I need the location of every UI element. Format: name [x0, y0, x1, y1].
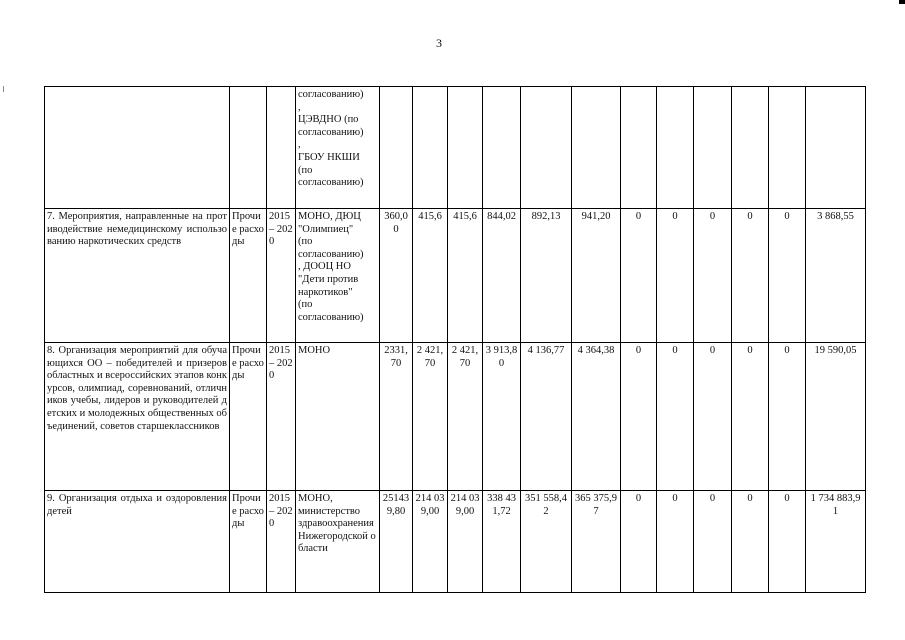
- value-cell: 0: [657, 209, 694, 343]
- value-cell: [521, 87, 572, 209]
- expense-type: Прочие расходы: [230, 343, 267, 491]
- value-cell: 0: [769, 343, 806, 491]
- table-row: [45, 343, 866, 491]
- table-row: [45, 209, 866, 343]
- value-cell: [380, 87, 413, 209]
- period: [267, 87, 296, 209]
- responsible-line: согласованию): [298, 89, 364, 100]
- responsible-line: (по: [298, 164, 313, 176]
- responsible-line: (по: [298, 236, 313, 248]
- table-row: [45, 87, 866, 209]
- expense-type: Прочие расходы: [230, 491, 267, 593]
- responsible-line: согласованию): [298, 311, 364, 323]
- total-cell: [806, 87, 866, 209]
- value-cell: 0: [732, 491, 769, 593]
- responsible-line: МОНО: [298, 345, 331, 356]
- value-cell: 2 421,70: [448, 343, 483, 491]
- table-row: [45, 491, 866, 593]
- responsible: [296, 209, 380, 343]
- value-cell: [413, 87, 448, 209]
- value-cell: 0: [694, 343, 732, 491]
- value-cell: 0: [694, 491, 732, 593]
- value-cell: 338 431,72: [483, 491, 521, 593]
- value-cell: 0: [732, 209, 769, 343]
- responsible-line: министерство: [298, 505, 361, 517]
- value-cell: 214 039,00: [413, 491, 448, 593]
- measure-name: 9. Организация отдыха и оздоровления детей: [45, 491, 230, 593]
- period: 2015 – 2020: [267, 343, 296, 491]
- measure-name: 7. Мероприятия, направленные на противодействие немедицинскому использованию наркотических средств: [45, 209, 230, 343]
- value-cell: 2 421,70: [413, 343, 448, 491]
- value-cell: [621, 87, 657, 209]
- responsible: [296, 491, 380, 593]
- expense-type: [230, 87, 267, 209]
- value-cell: 351 558,42: [521, 491, 572, 593]
- responsible: [296, 343, 380, 491]
- value-cell: 844,02: [483, 209, 521, 343]
- period: 2015 – 2020: [267, 491, 296, 593]
- responsible-line: ЦЭВДНО (по: [298, 114, 359, 126]
- value-cell: 0: [732, 343, 769, 491]
- value-cell: 0: [621, 491, 657, 593]
- responsible-line: МОНО,: [298, 493, 333, 504]
- value-cell: 892,13: [521, 209, 572, 343]
- total-cell: 19 590,05: [806, 343, 866, 491]
- responsible-line: согласованию): [298, 126, 364, 138]
- value-cell: 0: [769, 209, 806, 343]
- value-cell: 0: [769, 491, 806, 593]
- responsible-line: ,: [298, 101, 301, 113]
- value-cell: 415,6: [413, 209, 448, 343]
- value-cell: 214 039,00: [448, 491, 483, 593]
- scan-margin-mark: [3, 86, 4, 92]
- value-cell: 0: [657, 343, 694, 491]
- responsible-line: "Олимпиец": [298, 223, 354, 235]
- value-cell: 941,20: [572, 209, 621, 343]
- period: 2015 – 2020: [267, 209, 296, 343]
- total-cell: 1 734 883,91: [806, 491, 866, 593]
- value-cell: [483, 87, 521, 209]
- value-cell: [769, 87, 806, 209]
- value-cell: 4 136,77: [521, 343, 572, 491]
- value-cell: [572, 87, 621, 209]
- value-cell: 0: [657, 491, 694, 593]
- responsible-line: наркотиков": [298, 286, 353, 298]
- expense-type: Прочие расходы: [230, 209, 267, 343]
- responsible-line: здравоохранения: [298, 518, 374, 530]
- measure-name: [45, 87, 230, 209]
- responsible-line: согласованию): [298, 248, 364, 260]
- value-cell: 2331,70: [380, 343, 413, 491]
- budget-table: [44, 86, 866, 593]
- value-cell: 4 364,38: [572, 343, 621, 491]
- responsible-line: МОНО, ДЮЦ: [298, 211, 361, 222]
- value-cell: [694, 87, 732, 209]
- value-cell: 415,6: [448, 209, 483, 343]
- value-cell: 0: [621, 209, 657, 343]
- value-cell: 0: [694, 209, 732, 343]
- value-cell: 365 375,97: [572, 491, 621, 593]
- measure-name: 8. Организация мероприятий для обучающихся ОО – победителей и призеров областных и всероссийских этапов конкурсов, олимпиад, соревнований, отличников учебы, лидеров и руководителей детских и молодежных общественных объединений, советов старшеклассников: [45, 343, 230, 491]
- page-number: 3: [436, 36, 442, 50]
- value-cell: 360,00: [380, 209, 413, 343]
- value-cell: [657, 87, 694, 209]
- responsible-line: Нижегородской области: [298, 530, 376, 555]
- responsible: [296, 87, 380, 209]
- responsible-line: , ДООЦ НО: [298, 261, 351, 273]
- responsible-line: ,: [298, 139, 301, 151]
- value-cell: 0: [621, 343, 657, 491]
- value-cell: 3 913,80: [483, 343, 521, 491]
- value-cell: [732, 87, 769, 209]
- value-cell: 251439,80: [380, 491, 413, 593]
- value-cell: [448, 87, 483, 209]
- responsible-line: согласованию): [298, 177, 364, 189]
- responsible-line: ГБОУ НКШИ: [298, 151, 360, 163]
- responsible-line: (по: [298, 299, 313, 311]
- scan-corner-mark: [899, 0, 905, 4]
- total-cell: 3 868,55: [806, 209, 866, 343]
- responsible-line: "Дети против: [298, 273, 359, 285]
